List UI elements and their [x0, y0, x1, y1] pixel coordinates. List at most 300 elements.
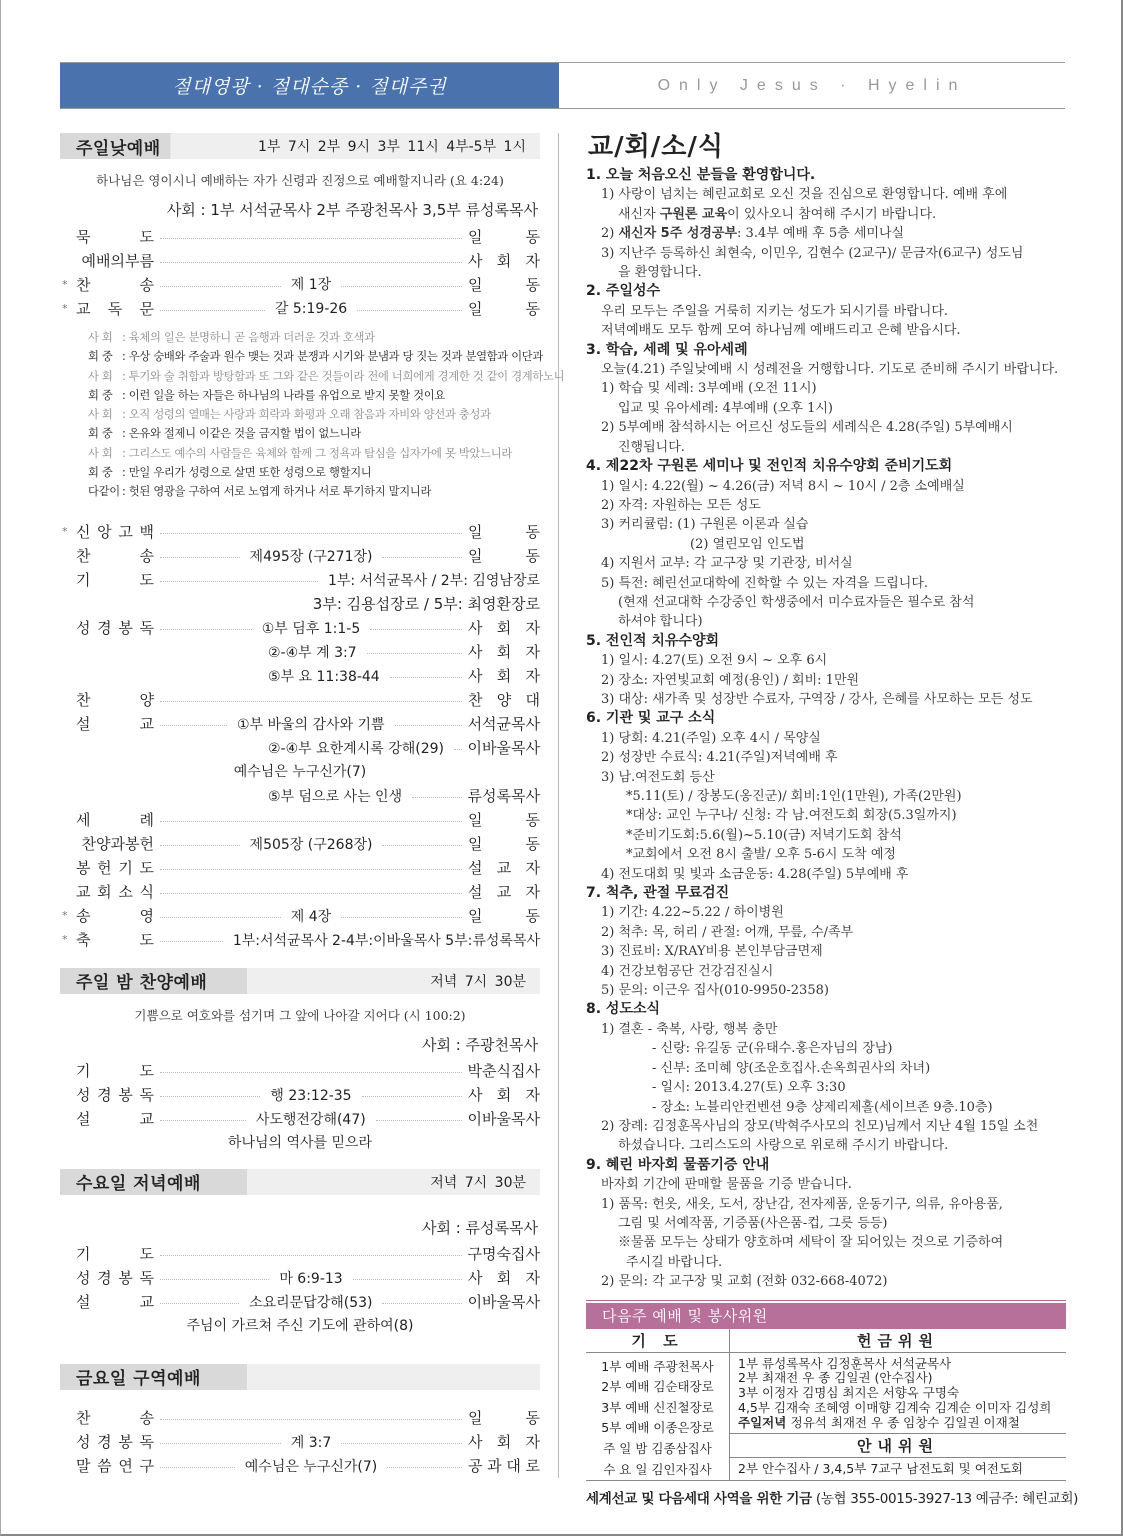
news-item [586, 884, 1066, 1000]
motto-banner: 절대영광 · 절대순종 · 절대주권 [60, 63, 559, 108]
char: 성 [76, 1269, 91, 1288]
reading-text: : 오직 성령의 열매는 사랑과 희락과 화평과 오래 참음과 자비와 양선과 충성과 [122, 408, 491, 422]
char: 대 [506, 1457, 521, 1476]
item-person [468, 665, 540, 686]
prayer-assignment: 3부 예배 신진철장로 [601, 1399, 714, 1415]
responsive-line [88, 424, 540, 443]
leader-dots [341, 917, 462, 918]
char: 동 [525, 835, 541, 854]
news-item [586, 166, 1066, 282]
char: 자 [525, 251, 540, 270]
leader-dots [160, 1255, 462, 1256]
news-line [586, 224, 1066, 243]
theme-verse: 하나님은 영이시니 예배하는 자가 신령과 진정으로 예배할지니라 (요 4:24) [96, 173, 504, 188]
text: 2) [601, 226, 619, 242]
char: 일 [468, 907, 483, 926]
item-person [468, 1407, 540, 1428]
church-news-column [586, 126, 1079, 1508]
news-list [586, 166, 1066, 1292]
item-detail: ⑤부 덤으로 사는 인생 [268, 788, 403, 805]
news-line: 3) 지난주 등록하신 최현숙, 이민우, 김현수 (2교구)/ 문금자(6교구) 성도님 [601, 245, 1024, 261]
char: 성 [76, 619, 91, 638]
service-leader: 사회 : 주광천목사 [421, 1035, 538, 1054]
char: 문 [139, 299, 154, 318]
usher-text: 2부 안수집사 / 3,4,5부 7교구 남전도회 및 여전도회 [738, 1460, 1024, 1476]
offering-group: 1부 [738, 1355, 763, 1371]
offering-group: 4,5부 [738, 1399, 774, 1415]
offering-assignment [738, 1401, 1066, 1416]
char: 교 [496, 883, 512, 902]
responsive-line [88, 463, 540, 482]
offering-column [730, 1329, 1066, 1481]
leader-dots [160, 701, 462, 702]
required-stand-mark: * [62, 933, 68, 947]
news-line: 3) 커리큘럼: (1) 구원론 이론과 실습 [601, 517, 809, 533]
leader-dots [160, 725, 227, 726]
required-stand-mark: * [62, 301, 68, 315]
item-label [76, 809, 154, 830]
item-label [76, 569, 154, 590]
news-heading: 5. 전인적 치유수양회 [586, 632, 719, 649]
news-line: 2) 장례: 김정훈목사님의 장모(박혁주사모의 친모)님께서 지난 4월 15일 소천 [601, 1118, 1039, 1134]
item-person [468, 881, 540, 902]
item-person: 이바울목사 [467, 1110, 540, 1129]
leader-dots [160, 893, 462, 894]
news-line [586, 205, 1066, 224]
char: 독 [139, 1086, 154, 1105]
item-label [76, 881, 154, 902]
order-row [60, 712, 540, 736]
char: 일 [468, 275, 483, 294]
char: 찬 [76, 1409, 91, 1428]
reader-role: 다같이 [88, 485, 120, 499]
prayer-header: 기 도 [586, 1329, 729, 1353]
news-line: 1) 일시: 4.22(월) ~ 4.26(금) 저녁 8시 ~ 10시 / 2층 소예배실 [601, 478, 965, 494]
service-leader: 사회 : 류성록목사 [421, 1218, 538, 1237]
item-label [76, 1455, 154, 1476]
offering-assignment [738, 1416, 1066, 1431]
news-title: 교/회/소/식 [588, 132, 724, 162]
prayer-list [586, 1353, 729, 1481]
reading-text: : 육체의 일은 분명하니 곧 음행과 더러운 것과 호색과 [122, 331, 375, 344]
leader-dots [160, 1303, 239, 1304]
responsive-line [88, 444, 540, 463]
news-line: *준비기도회:5.6(월)~5.10(금) 저녁기도회 참석 [626, 827, 902, 843]
item-label [76, 1060, 154, 1081]
news-heading: 6. 기관 및 교구 소식 [586, 710, 716, 727]
service-header [60, 1169, 540, 1195]
char: 도 [139, 1062, 154, 1081]
offering-assignment [738, 1386, 1066, 1401]
char: 동 [525, 547, 541, 566]
service-time: 1부 7시 2부 9시 3부 11시 4부-5부 1시 [258, 139, 526, 155]
item-person: 류성록목사 [467, 787, 540, 806]
item-person: 박춘식집사 [467, 1062, 540, 1081]
char: 일 [468, 835, 483, 854]
item-detail: ②-④부 요한계시록 강해(29) [268, 740, 444, 757]
item-detail: 제 4장 [290, 908, 332, 925]
order-row [60, 1290, 540, 1314]
char: 양 [496, 691, 512, 710]
order-row [60, 1242, 540, 1266]
char: 자 [525, 643, 540, 662]
text: 이 있사오니 참여해 주시기 바랍니다. [727, 206, 937, 222]
char: 봉 [118, 1269, 133, 1288]
responsive-line [88, 328, 540, 347]
news-line: 2) 척추: 목, 허리 / 관절: 어깨, 무릎, 수/족부 [601, 924, 854, 940]
reading-text: : 투기와 술 취함과 방탕함과 또 그와 같은 것들이라 전에 너희에게 경계한 것 같이 경계하노니 [122, 369, 565, 383]
char: 설 [76, 715, 91, 734]
item-person [468, 689, 540, 710]
item-person: 이바울목사 [467, 739, 540, 758]
char: 회 [97, 883, 112, 902]
item-detail: 행 23:12-35 [270, 1087, 352, 1104]
item-detail: ①부 딤후 1:1-5 [261, 620, 361, 637]
service-header [60, 1364, 540, 1390]
order-row [60, 808, 540, 832]
news-line: 2) 장소: 자연빛교회 예정(용인) / 회비: 1만원 [601, 672, 860, 688]
news-item [586, 1156, 1066, 1292]
order-row [60, 1107, 540, 1131]
reading-text: : 만일 우리가 성령으로 살면 또한 성령으로 행할지니 [122, 466, 372, 480]
order-row [60, 1266, 540, 1290]
prayer-continued [60, 592, 540, 616]
service-title: 금요일 구역예배 [76, 1369, 201, 1390]
char: 도 [139, 859, 154, 878]
char: 사 [468, 1269, 483, 1288]
item-label [76, 1267, 154, 1288]
item-detail: 사도행전강해(47) [255, 1111, 366, 1128]
char: 교 [139, 715, 154, 734]
item-label [76, 1407, 154, 1428]
item-label [76, 689, 154, 710]
char: 봉 [118, 1086, 133, 1105]
item-label [76, 521, 154, 542]
char: 동 [525, 227, 540, 246]
leader-dots [341, 286, 462, 287]
leader-dots [382, 1303, 461, 1304]
char: 례 [139, 811, 154, 830]
spacer [60, 502, 540, 516]
order-row [60, 832, 540, 856]
char: 독 [107, 299, 123, 318]
worship-order-column [60, 133, 565, 1478]
char: 씀 [97, 1457, 112, 1476]
prayer-assignment: 주 일 밤 김종삼집사 [603, 1440, 712, 1456]
char: 일 [468, 523, 483, 542]
char: 자 [525, 1269, 540, 1288]
item-person [468, 809, 540, 830]
leader-dots [367, 653, 462, 654]
offering-names: 류성록목사 김정훈목사 서석균목사 [762, 1355, 952, 1371]
reader-role: 회 중 [88, 388, 113, 402]
leader-dots [382, 557, 462, 558]
leader-dots [160, 1072, 462, 1073]
item-person: 이바울목사 [467, 1293, 541, 1312]
responsive-line [88, 386, 540, 405]
news-line: 4) 건강보험공단 건강검진실시 [601, 963, 774, 979]
item-label [76, 713, 154, 734]
char: 헌 [97, 859, 112, 878]
item-person [468, 250, 540, 271]
char: 설 [76, 1293, 91, 1312]
english-tagline: Only Jesus · Hyelin [657, 76, 967, 94]
responsive-line [88, 482, 540, 501]
order-list [60, 224, 540, 320]
char: 송 [139, 1409, 154, 1428]
reader-role: 사 회 [88, 369, 113, 383]
offering-assignment [738, 1371, 1066, 1386]
news-heading: 7. 척추, 관절 무료검진 [586, 885, 730, 902]
prayer-assignment: 2부 예배 김순태장로 [601, 1379, 714, 1395]
char: 백 [139, 523, 154, 542]
offering-names: 김재숙 조혜영 이매향 김계숙 김계순 이미자 김성희 [773, 1399, 1052, 1415]
char: 설 [76, 1110, 91, 1129]
char: 찬 [76, 691, 91, 710]
news-heading: 8. 성도소식 [586, 1001, 661, 1018]
char: 일 [468, 227, 483, 246]
char: 세 [76, 811, 91, 830]
order-row [60, 1083, 540, 1107]
leader-dots [454, 749, 462, 750]
reader-role: 사 회 [88, 331, 113, 344]
news-item [586, 632, 1066, 710]
item-person [468, 1084, 540, 1105]
news-line: *교회에서 오전 8시 출발/ 오후 5-6시 도착 예정 [626, 847, 896, 863]
news-heading: 9. 혜린 바자회 물품기증 안내 [586, 1156, 770, 1173]
news-line: 하셨습니다. 그리스도의 사랑으로 위로해 주시기 바랍니다. [618, 1138, 949, 1154]
offering-names: 최재전 우 종 김일권 (안수집사) [762, 1370, 933, 1386]
order-list [60, 520, 540, 952]
order-row [60, 616, 540, 640]
reading-text: : 그리스도 예수의 사람들은 육체와 함께 그 정욕과 탐심을 십자가에 못 박았느니라 [122, 446, 512, 460]
prayer-column [586, 1329, 730, 1481]
leader-dots [160, 533, 462, 534]
char: 식 [139, 883, 154, 902]
order-row [60, 224, 540, 248]
news-heading: 3. 학습, 세례 및 유아세례 [586, 341, 748, 358]
item-person [468, 833, 540, 854]
news-line: 2) 5부예배 참석하시는 어르신 성도들의 세례식은 4.28(주일) 5부예배시 [601, 420, 1013, 436]
item-person [468, 274, 540, 295]
news-line: 1) 일시: 4.27(토) 오전 9시 ~ 오후 6시 [601, 653, 828, 669]
char: 동 [525, 275, 540, 294]
char: 일 [468, 811, 483, 830]
item-person [468, 1455, 540, 1476]
order-row [60, 272, 540, 296]
char: 일 [468, 547, 483, 566]
service-header [60, 968, 540, 994]
leader-dots [160, 821, 462, 822]
item-label [76, 929, 154, 950]
char: 도 [139, 227, 154, 246]
item-label [76, 298, 154, 319]
order-row [60, 296, 540, 320]
char: 도 [139, 1245, 154, 1264]
news-line: 1) 학습 및 세례: 3부예배 (오전 11시) [601, 381, 817, 397]
leader-dots [362, 1096, 462, 1097]
char: 양 [139, 691, 154, 710]
char: 독 [139, 1433, 154, 1452]
news-item [586, 709, 1066, 884]
char: 도 [139, 931, 154, 950]
usher-header: 안내위원 [730, 1434, 1066, 1458]
news-line: ※물품 모두는 상태가 양호하며 세탁이 잘 되어있는 것으로 기증하여 [618, 1235, 1004, 1251]
item-person [468, 521, 540, 542]
item-label [76, 274, 154, 295]
emphasis: 새신자 5주 성경공부 [618, 226, 738, 242]
order-row-continued [60, 736, 540, 760]
news-line: 2) 성장반 수료식: 4.21(주일)저녁예배 후 [601, 750, 838, 766]
order-row [60, 688, 540, 712]
news-line: - 장소: 노블리안컨벤션 9층 샹제리제홀(세이브존 9층.10층) [652, 1099, 993, 1115]
char: 신 [76, 523, 91, 542]
char: 사 [468, 619, 483, 638]
char: 사 [468, 1086, 483, 1105]
order-row [60, 1059, 540, 1083]
char: 교 [139, 1110, 154, 1129]
news-line: 3) 대상: 새가족 및 성장반 수료자, 구역장 / 강사, 은혜를 사모하는 모든 성도 [601, 691, 1033, 707]
text: 새신자 [618, 206, 660, 222]
leader-dots [160, 1419, 462, 1420]
char: 자 [525, 1086, 540, 1105]
offering-list [730, 1353, 1066, 1434]
char: 구 [139, 1457, 154, 1476]
item-label [76, 226, 154, 247]
news-line: *대상: 교인 누구나/ 신청: 각 남.여전도회 회장(5.3일까지) [626, 808, 957, 824]
char: 자 [525, 667, 540, 686]
char: 찬 [76, 275, 91, 294]
offering-names: 정유석 최재전 우 종 임창수 김일권 이재철 [790, 1414, 1020, 1430]
char: 독 [139, 1269, 154, 1288]
leader-dots [160, 310, 265, 311]
char: 대 [525, 691, 540, 710]
next-week-title: 다음주 예배 및 봉사위원 [586, 1303, 1066, 1329]
news-line: 오늘(4.21) 주일낮예배 시 성례전을 거행합니다. 기도로 준비해 주시기 바랍니다. [601, 362, 1059, 378]
leader-dots [160, 262, 462, 263]
leader-dots [160, 845, 240, 846]
news-line: 하셔야 합니다) [618, 614, 703, 630]
news-line: 5) 특전: 혜린선교대학에 진학할 수 있는 자격을 드립니다. [601, 575, 929, 591]
leader-dots [376, 1120, 462, 1121]
char: 찬양과봉헌 [81, 835, 154, 854]
leader-dots [160, 869, 462, 870]
news-line: 을 환영합니다. [618, 265, 702, 281]
char: 교 [76, 883, 91, 902]
news-line: 5) 문의: 이근우 집사(010-9950-2358) [601, 983, 829, 999]
emphasis: 구원론 교육 [659, 206, 728, 222]
char: 송 [76, 907, 91, 926]
service-leader: 사회 : 1부 서석균목사 2부 주광천목사 3,5부 류성록목사 [166, 201, 538, 219]
news-item [586, 282, 1066, 340]
item-person [468, 617, 540, 638]
offering-group: 주일저녁 [738, 1414, 791, 1430]
news-item [586, 341, 1066, 457]
news-line: 바자회 기간에 판매할 물품을 기증 받습니다. [601, 1177, 852, 1193]
char: 경 [97, 1269, 112, 1288]
reading-text: : 이런 일을 하는 자들은 하나님의 나라를 유업으로 받지 못할 것이요 [122, 388, 445, 402]
offering-names: 이정자 김명심 최지은 서향옥 구명숙 [762, 1385, 960, 1401]
leader-dots [353, 1279, 462, 1280]
item-label [76, 1291, 154, 1312]
item-label [76, 617, 154, 638]
char: 성 [76, 1086, 91, 1105]
char: 회 [496, 1086, 512, 1105]
item-label [76, 1243, 154, 1264]
item-person: 서석균목사 [467, 715, 541, 734]
leader-dots [382, 845, 462, 846]
leader-dots [395, 725, 462, 726]
order-list [60, 1406, 540, 1478]
char: 경 [97, 1086, 112, 1105]
char: 일 [468, 1409, 483, 1428]
char: 교 [76, 299, 91, 318]
news-line: 1) 사랑이 넘치는 혜린교회로 오신 것을 진심으로 환영합니다. 예배 후에 [601, 187, 1008, 203]
char: 묵 [76, 227, 91, 246]
reader-role: 사 회 [88, 408, 113, 422]
item-label [76, 1108, 154, 1129]
item-person [468, 545, 540, 566]
news-item [586, 457, 1066, 632]
news-line: 2) 자격: 자원하는 모든 성도 [601, 497, 761, 513]
char: 일 [468, 299, 483, 318]
leader-dots [341, 1443, 462, 1444]
item-detail: 제495장 (구271장) [249, 548, 373, 565]
news-line: - 신부: 조미혜 양(조운호집사.손옥희권사의 차녀) [652, 1060, 931, 1076]
responsive-line [88, 405, 540, 424]
char: 도 [139, 571, 154, 590]
char: 봉 [118, 1433, 133, 1452]
sermon-subtitle: 예수님은 누구신가(7) [233, 763, 367, 780]
item-label [76, 1084, 154, 1105]
order-row-continued [60, 640, 540, 664]
next-week-section [586, 1300, 1079, 1508]
order-list [60, 1242, 540, 1338]
mission-fund-note [586, 1487, 1079, 1508]
char: 기 [76, 1062, 91, 1081]
reader-role: 사 회 [88, 446, 113, 460]
leader-dots [387, 1467, 462, 1468]
leader-dots [357, 310, 462, 311]
char: 사 [468, 1433, 483, 1452]
char: 과 [487, 1457, 502, 1476]
fund-title: 세계선교 및 다음세대 사역을 위한 기금 [586, 1491, 812, 1508]
spacer [60, 1155, 540, 1169]
service-time: 저녁 7시 30분 [430, 973, 526, 990]
sermon-subtitle: 주님이 가르쳐 주신 기도에 관하여(8) [186, 1317, 414, 1334]
item-detail: 계 3:7 [290, 1434, 332, 1451]
char: 축 [76, 931, 91, 950]
spacer [60, 952, 540, 968]
offering-group: 3부 [738, 1385, 763, 1401]
char: 설 [468, 883, 483, 902]
leader-dots [370, 629, 462, 630]
item-label [76, 545, 154, 566]
leader-dots [160, 941, 223, 942]
page-header [60, 62, 1065, 109]
char: 연 [118, 1457, 133, 1476]
news-line: 1) 기간: 4.22~5.22 / 하이병원 [601, 905, 784, 921]
item-label [76, 250, 154, 271]
news-line: - 신랑: 유길동 군(유태수.홍은자님의 장남) [652, 1041, 893, 1057]
item-detail: ①부 바울의 감사와 기쁨 [236, 716, 385, 733]
char: 자 [525, 883, 540, 902]
news-heading: 4. 제22차 구원론 세미나 및 전인적 치유수양회 준비기도회 [586, 458, 953, 475]
order-row [60, 1454, 540, 1478]
item-person [468, 298, 540, 319]
char: 기 [76, 1245, 91, 1264]
news-line: 4) 전도대회 및 빛과 소금운동: 4.28(주일) 5부예배 후 [601, 866, 909, 882]
